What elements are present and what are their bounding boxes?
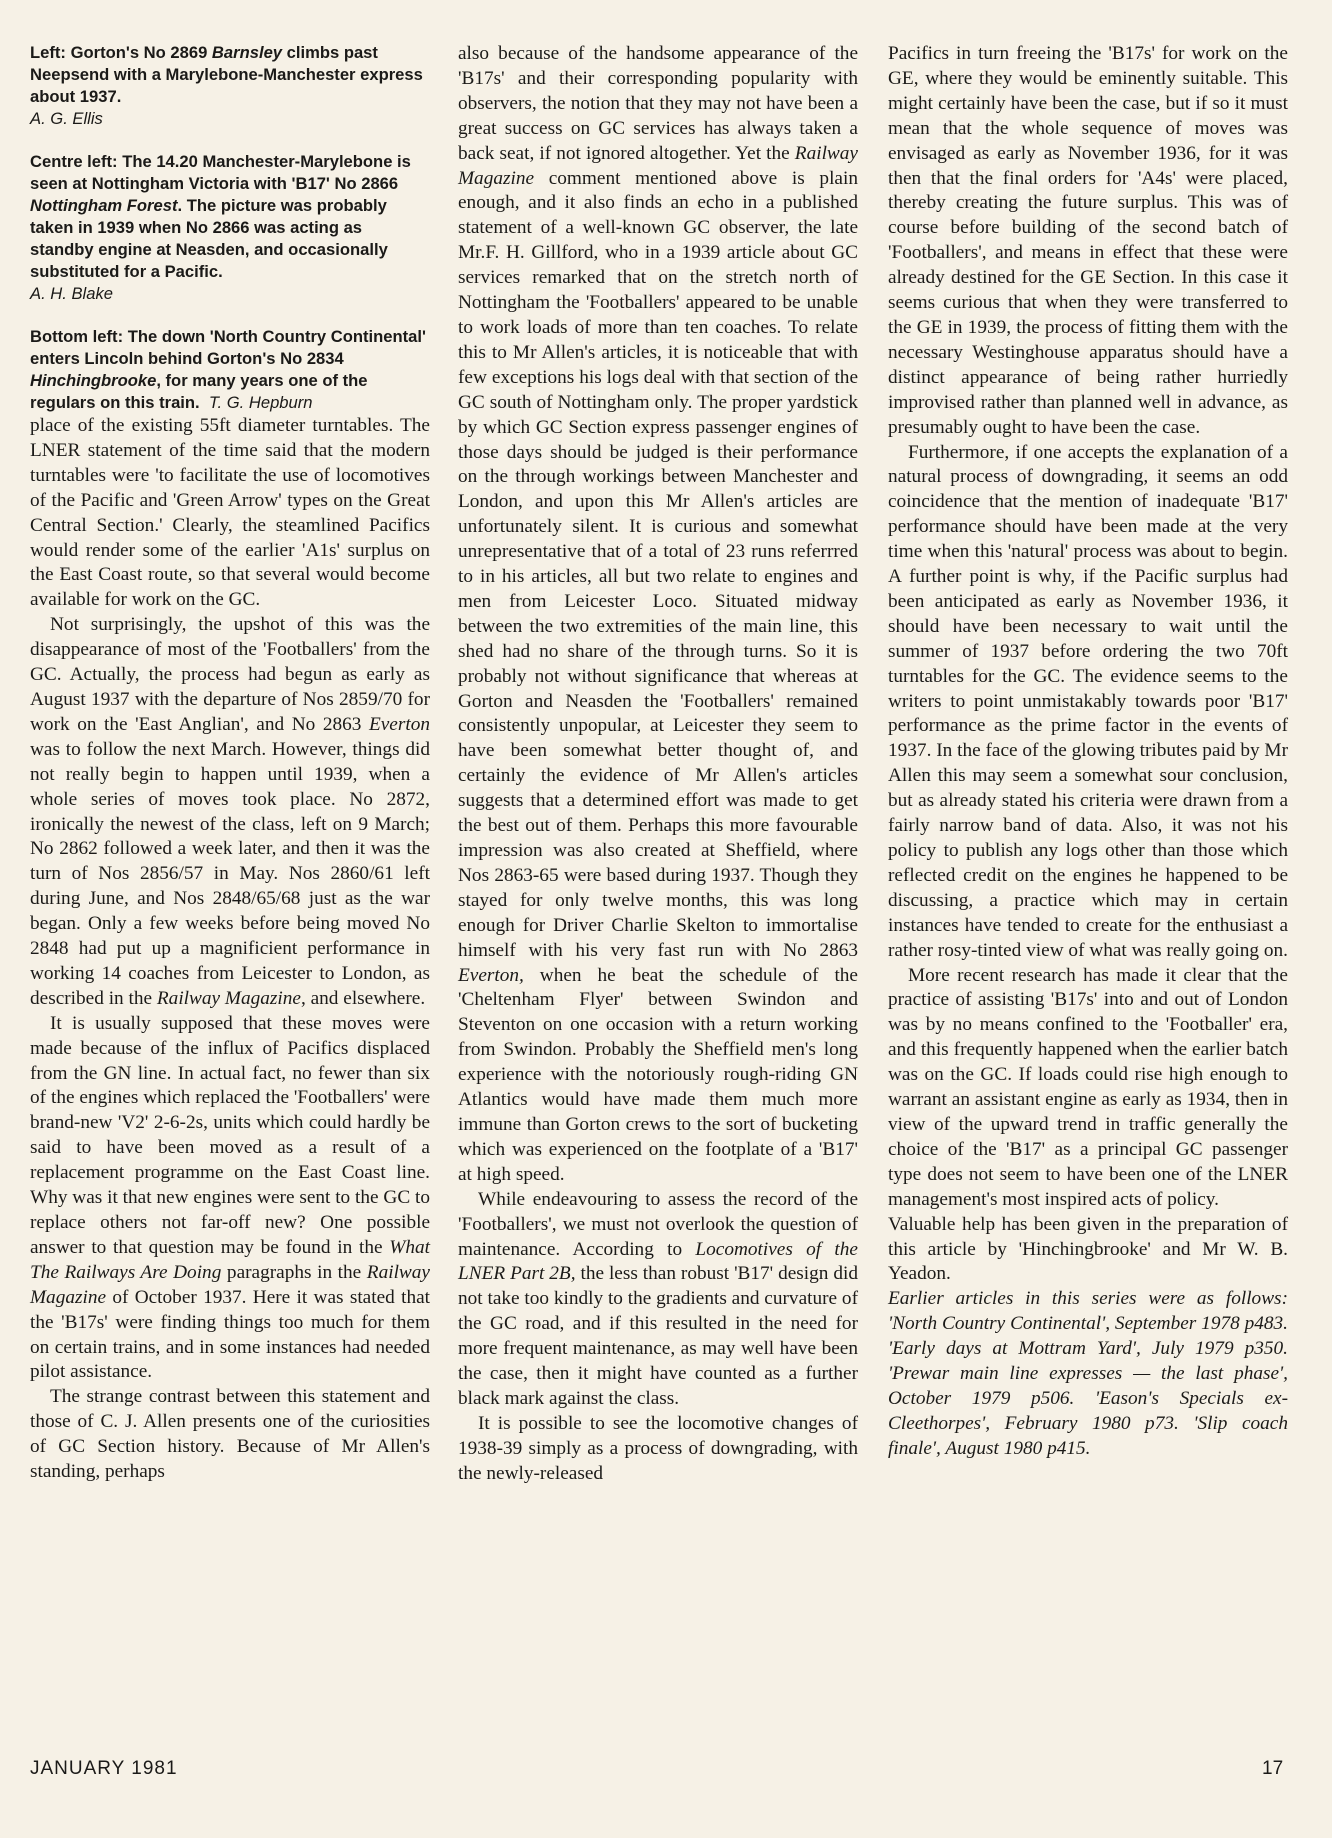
publication-title: Railway Magazine: [30, 1261, 430, 1308]
column-2: [458, 42, 858, 1487]
body-paragraph: The strange contrast between this statement and those of C. J. Allen presents one of the curiosities of GC Section history. Because of Mr Allen's standing, perhaps: [30, 1386, 430, 1483]
body-paragraph: [458, 42, 858, 1188]
photo-credit: A. H. Blake: [30, 284, 114, 303]
caption-text: climbs past Neepsend with a Marylebone-Manchester express about 1937.: [30, 43, 423, 106]
body-paragraph: Pacifics in turn freeing the 'B17s' for work on the GE, where they would be eminently suitable. This might certainly have been the case, but if so it must mean that the whole sequence of moves was envisaged as early as November 1936, for it was then that the final orders for 'A4s' were placed, thereby creating the future surplus. This was of course before building of the second batch of 'Footballers', and means in effect that these were already destined for the GE Section. In this case it seems curious that when they were transferred to the GE in 1939, the process of fitting them with the necessary Westinghouse apparatus should have a distinct appearance of being rather hurriedly improvised rather than planned well in advance, as presumably ought to have been the case.: [888, 43, 1288, 438]
text-run: paragraphs in the: [221, 1261, 367, 1283]
caption-loco-name: Nottingham Forest: [30, 196, 178, 215]
text-run: when he beat the schedule of the 'Cheltenham Flyer' between Swindon and Steventon on one occasion with a return working from Swindon. Probably the Sheffield men's long experience with the notoriously rough-riding GN Atlantics would have made them much more immune than Gorton crews to the sort of bucketing which was experienced on the footplate of a 'B17' at high speed.: [458, 964, 858, 1185]
acknowledgement: Valuable help has been given in the preparation of this article by 'Hinchingbrooke' and Mr W. B. Yeadon.: [888, 1213, 1288, 1285]
caption-label: Left:: [30, 43, 66, 62]
text-run: also because of the handsome appearance of the 'B17s' and their corresponding popularity with observers, the notion that they may not have been a great success on GC services has always taken a back seat, if not ignored altogether. Yet the: [458, 43, 858, 164]
text-run: was to follow the next March. However, things did not really begin to happen until 1939, when a whole series of moves took place. No 2872, ironically the newest of the class, left on 9 March; No 2862 followed a week later, and then it was the turn of Nos 2856/57 in May. Nos 2860/61 left during June, and Nos 2848/65/68 just as the war began. Only a few weeks before being moved No 2848 had put up a magnificient performance in working 14 coaches from Leicester to London, as described in the: [30, 738, 430, 1009]
photo-credit: T. G. Hepburn: [208, 393, 313, 412]
text-run: While endeavouring to assess the record of the 'Footballers', we must not overlook the question of maintenance. According to: [458, 1188, 858, 1260]
publication-title: Railway Magazine: [156, 987, 301, 1009]
caption-label: Bottom left:: [30, 327, 124, 346]
text-run: the less than robust 'B17' design did not take too kindly to the gradients and curvature of the GC road, and if this resulted in the need for more frequent maintenance, as may well have been the case, then it might have counted as a further black mark against the class.: [458, 1263, 858, 1409]
caption-text: . The picture was probably taken in 1939 when No 2866 was acting as standby engine at Neasden, and occasionally substituted for a Pacific.: [30, 196, 388, 281]
publication-title: What The Railways Are Doing: [30, 1236, 430, 1283]
caption-centre-left: [30, 151, 430, 305]
text-run: It is usually supposed that these moves were made because of the influx of Pacifics displaced from the GN line. In actual fact, no fewer than six of the engines which replaced the 'Footballers' were brand-new 'V2' 2-6-2s, units which could hardly be said to have been moved as a result of a replacement programme on the East Coast line. Why was it that new engines were sent to the GC to replace others not far-off new? One possible answer to that question may be found in the: [30, 1012, 430, 1258]
caption-text: The 14.20 Manchester-Marylebone is seen at Nottingham Victoria with 'B17' No 2866: [30, 152, 411, 193]
loco-name: Everton,: [458, 964, 524, 986]
body-paragraph: [30, 613, 430, 1012]
text-run: comment mentioned above is plain enough, and it also finds an echo in a published statement of a well-known GC observer, the late Mr.F. H. Gillford, who in a 1939 article about GC services remarked that on the stretch north of Nottingham the 'Footballers' appeared to be unable to work loads of more than ten coaches. To relate this to Mr Allen's articles, it is noticeable that with few exceptions his logs deal with that section of the GC south of Nottingham only. The proper yardstick by which GC Section express passenger engines of those days should be judged is their performance on the through workings between Manchester and London, and upon this Mr Allen's articles are unfortunately silent. It is curious and somewhat unrepresentative that of a total of 23 runs referrred to in his articles, all but two relate to engines and men from Leicester Loco. Situated midway between the two extremities of the main line, this shed had no share of the through turns. So it is probably not without significance that whereas at Gorton and Neasden the 'Footballers' remained consistently unpopular, at Leicester they seem to have been somewhat better thought of, and certainly the evidence of Mr Allen's articles suggests that a determined effort was made to get the best out of them. Perhaps this more favourable impression was also created at Sheffield, where Nos 2863-65 were based during 1937. Though they stayed for only twelve months, this was long enough for Driver Charlie Skelton to immortalise himself with his very fast run with No 2863: [458, 167, 858, 961]
issue-date: JANUARY 1981: [30, 1758, 178, 1779]
caption-left: [30, 42, 430, 130]
publication-title: Railway Magazine: [458, 142, 858, 189]
page-number: 17: [1262, 1758, 1284, 1779]
loco-name: Everton: [368, 713, 430, 735]
body-paragraph: It is possible to see the locomotive changes of 1938-39 simply as a process of downgrading, with the newly-released: [458, 1412, 858, 1484]
column-1: [30, 42, 430, 1485]
column-3: [888, 42, 1288, 1462]
caption-loco-name: Barnsley: [211, 43, 283, 62]
series-note-text: Earlier articles in this series were as follows: 'North Country Continental', September 1978 p483. 'Early days at Mottram Yard', July 1979 p350. 'Prewar main line expresses — the last phase', October 1979 p506. 'Eason's Specials ex-Cleethorpes', February 1980 p73. 'Slip coach finale', August 1980 p415.: [888, 1288, 1288, 1459]
caption-text: , for many years one of the regulars on this train.: [30, 371, 368, 412]
caption-loco-name: Hinchingbrooke: [30, 371, 157, 390]
caption-text: Gorton's No 2869: [70, 43, 212, 62]
body-paragraph: place of the existing 55ft diameter turntables. The LNER statement of the time said that the modern turntables were 'to facilitate the use of locomotives of the Pacific and 'Green Arrow' types on the Great Central Section.' Clearly, the steamlined Pacifics would render some of the earlier 'A1s' surplus on the East Coast route, so that several would become available for work on the GC.: [30, 415, 430, 611]
body-paragraph: More recent research has made it clear that the practice of assisting 'B17s' into and out of London was by no means confined to the 'Footballer' era, and this frequently happened when the earlier batch was on the GC. If loads could rise high enough to warrant an assistant engine as early as 1934, then in view of the upward trend in traffic generally the choice of the 'B17' as a principal GC passenger type does not seem to have been one of the LNER management's most inspired acts of policy.: [888, 964, 1288, 1210]
body-paragraph: Furthermore, if one accepts the explanation of a natural process of downgrading, it seems an odd coincidence that the mention of inadequate 'B17' performance should have been made at the very time when this 'natural' process was about to begin. A further point is why, if the Pacific surplus had been anticipated as early as November 1936, it should have been necessary to wait until the summer of 1937 before ordering the two 70ft turntables for the GC. The evidence seems to the writers to point unmistakably towards poor 'B17' performance as the prime factor in the events of 1937. In the face of the glowing tributes paid by Mr Allen this may seem a somewhat sour conclusion, but as already stated his criteria were drawn from a fairly narrow band of data. Also, it was not his policy to publish any logs other than those which reflected credit on the engines he happened to be discussing, a practice which may in certain instances have tended to create for the enthusiast a rather rosy-tinted view of what was really going on.: [888, 441, 1288, 961]
text-run: Not surprisingly, the upshot of this was the disappearance of most of the 'Footballers' from the GC. Actually, the process had begun as early as August 1937 with the departure of Nos 2859/70 for work on the 'East Anglian', and No 2863: [30, 614, 430, 735]
body-paragraph: [458, 1188, 858, 1412]
text-run: , and elsewhere.: [300, 987, 426, 1009]
caption-label: Centre left:: [30, 152, 118, 171]
photo-credit: A. G. Ellis: [30, 109, 103, 128]
series-note: [888, 1287, 1288, 1461]
publication-title: Locomotives of the LNER Part 2B,: [458, 1238, 858, 1285]
caption-text: The down 'North Country Continental' enters Lincoln behind Gorton's No 2834: [30, 327, 426, 368]
text-run: of October 1937. Here it was stated that the 'B17s' were finding things too much for them on certain trains, and in some instances had needed pilot assistance.: [30, 1286, 430, 1383]
caption-bottom-left: [30, 326, 430, 414]
body-paragraph: [30, 1012, 430, 1386]
